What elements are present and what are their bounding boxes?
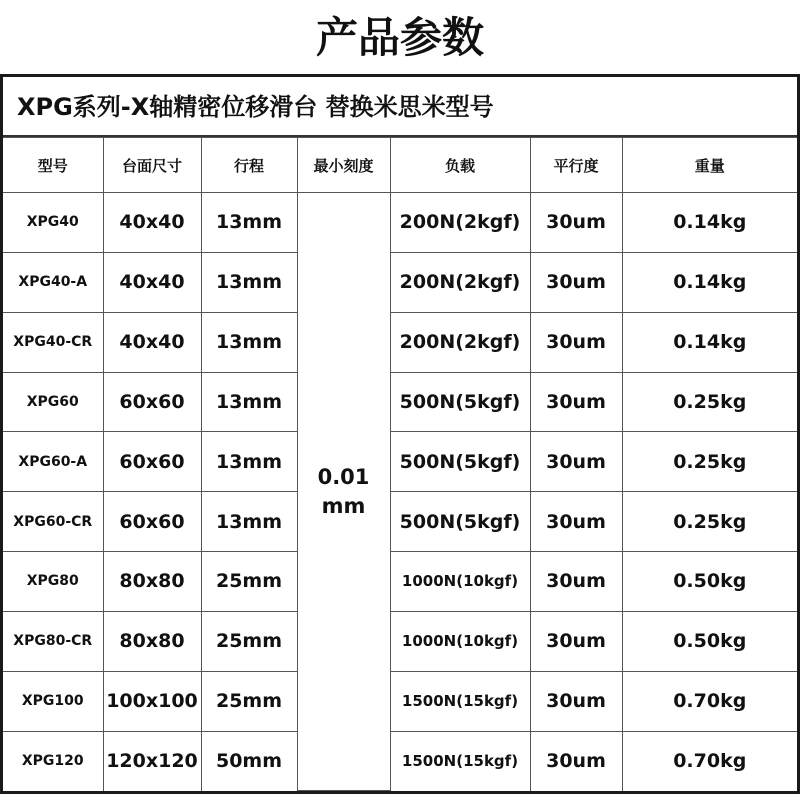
table-row [3,671,797,731]
cell-load: 1000N(10kgf) [390,611,530,671]
cell-weight: 0.25kg [622,372,797,432]
table-row [3,372,797,432]
header-min-scale: 最小刻度 [297,138,390,193]
cell-model: XPG40-A [3,252,103,312]
cell-model: XPG40 [3,193,103,253]
cell-size: 120x120 [103,731,201,790]
cell-travel: 13mm [201,193,297,253]
cell-travel: 25mm [201,671,297,731]
cell-parallelism: 30um [530,671,622,731]
cell-size: 80x80 [103,552,201,612]
cell-travel: 13mm [201,432,297,492]
cell-parallelism: 30um [530,492,622,552]
cell-parallelism: 30um [530,611,622,671]
cell-travel: 25mm [201,552,297,612]
cell-weight: 0.14kg [622,252,797,312]
cell-model: XPG80 [3,552,103,612]
cell-weight: 0.70kg [622,671,797,731]
header-travel: 行程 [201,138,297,193]
cell-model: XPG60-A [3,432,103,492]
cell-weight: 0.70kg [622,731,797,790]
cell-weight: 0.50kg [622,552,797,612]
cell-load: 200N(2kgf) [390,312,530,372]
header-model: 型号 [3,138,103,193]
cell-model: XPG80-CR [3,611,103,671]
table-row [3,492,797,552]
cell-size: 60x60 [103,492,201,552]
table-row [3,552,797,612]
table-row [3,252,797,312]
header-parallelism: 平行度 [530,138,622,193]
cell-size: 60x60 [103,372,201,432]
cell-parallelism: 30um [530,252,622,312]
cell-size: 40x40 [103,193,201,253]
header-weight: 重量 [622,138,797,193]
cell-weight: 0.25kg [622,492,797,552]
cell-model: XPG100 [3,671,103,731]
cell-travel: 25mm [201,611,297,671]
cell-travel: 13mm [201,372,297,432]
cell-min-scale [297,193,390,791]
cell-model: XPG40-CR [3,312,103,372]
cell-parallelism: 30um [530,372,622,432]
header-row [3,138,797,193]
cell-travel: 13mm [201,252,297,312]
header-table-size: 台面尺寸 [103,138,201,193]
cell-model: XPG120 [3,731,103,790]
min-scale-unit: mm [321,493,366,518]
cell-size: 60x60 [103,432,201,492]
spec-table [3,137,797,791]
cell-parallelism: 30um [530,731,622,790]
cell-parallelism: 30um [530,432,622,492]
cell-model: XPG60-CR [3,492,103,552]
cell-parallelism: 30um [530,552,622,612]
page-title: 产品参数 [315,13,484,62]
cell-size: 40x40 [103,312,201,372]
cell-travel: 50mm [201,731,297,790]
table-row [3,193,797,253]
cell-weight: 0.14kg [622,312,797,372]
cell-load: 500N(5kgf) [390,372,530,432]
cell-weight: 0.50kg [622,611,797,671]
cell-load: 1500N(15kgf) [390,731,530,790]
cell-parallelism: 30um [530,312,622,372]
table-row [3,611,797,671]
table-row [3,312,797,372]
cell-size: 80x80 [103,611,201,671]
cell-parallelism: 30um [530,193,622,253]
cell-load: 500N(5kgf) [390,432,530,492]
cell-load: 1500N(15kgf) [390,671,530,731]
cell-load: 1000N(10kgf) [390,552,530,612]
header-load: 负载 [390,138,530,193]
cell-model: XPG60 [3,372,103,432]
cell-travel: 13mm [201,492,297,552]
table-row [3,432,797,492]
spec-sheet [0,74,800,794]
cell-travel: 13mm [201,312,297,372]
cell-load: 200N(2kgf) [390,252,530,312]
table-subtitle: XPG系列-X轴精密位移滑台 替换米思米型号 [3,77,797,137]
cell-weight: 0.14kg [622,193,797,253]
min-scale-value: 0.01 [317,464,370,489]
cell-load: 500N(5kgf) [390,492,530,552]
cell-weight: 0.25kg [622,432,797,492]
table-row [3,731,797,790]
cell-load: 200N(2kgf) [390,193,530,253]
cell-size: 40x40 [103,252,201,312]
cell-size: 100x100 [103,671,201,731]
